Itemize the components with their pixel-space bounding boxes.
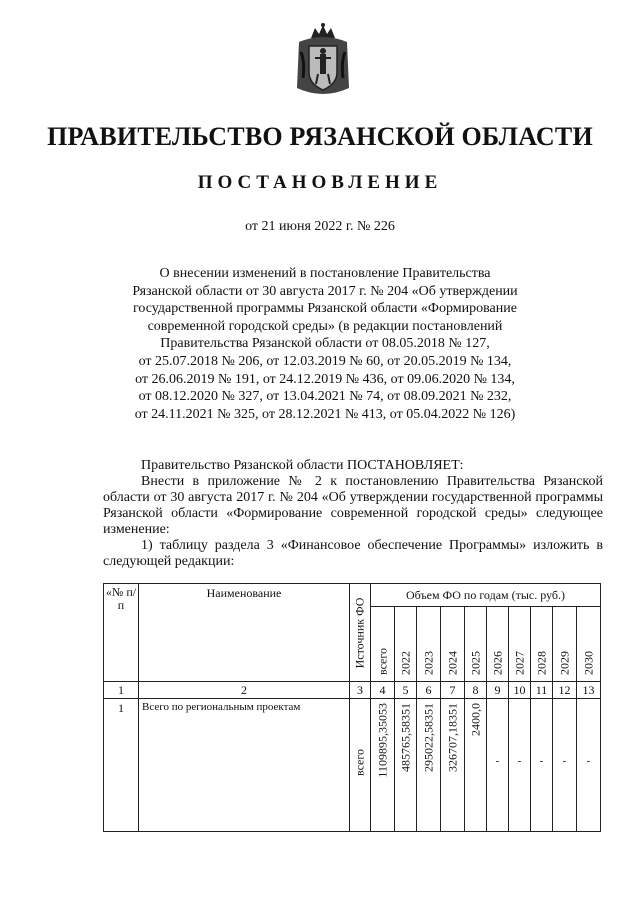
document-date: от 21 июня 2022 г. № 226 [245,219,395,234]
row-source-cell [350,699,371,832]
column-number: 2 [139,682,350,699]
header-year: 2030 [577,607,601,682]
header-year: 2025 [465,607,487,682]
decree-paragraph: Правительство Рязанской области ПОСТАНОВЛЯЕТ: [141,458,464,473]
row-value-cell [441,699,465,832]
row-value-2026: - [495,755,500,767]
row-value-cell [395,699,417,832]
header-year: 2026 [487,607,509,682]
row-value-cell [417,699,441,832]
column-number-row [104,682,601,699]
header-name: Наименование [139,584,350,682]
subject-line: Правительства Рязанской области от 08.05.2018 № 127, [160,336,490,352]
row-value-2025: 2400,0 [468,703,482,736]
column-number: 9 [487,682,509,699]
column-number: 8 [465,682,487,699]
subject-line: государственной программы Рязанской области «Формирование [133,301,517,317]
column-number: 11 [531,682,553,699]
row-value-cell [487,699,509,832]
item-paragraph: 1) таблицу раздела 3 «Финансовое обеспечение Программы» изложить в следующей редакции: [103,538,603,569]
row-value-cell [577,699,601,832]
row-value-2029: - [562,755,567,767]
subject-line: от 26.06.2019 № 191, от 24.12.2019 № 436, от 09.06.2020 № 134, [135,371,515,387]
document-type: ПОСТАНОВЛЕНИЕ [197,172,443,193]
row-value-2022: 485765,58351 [398,703,412,772]
column-number: 13 [577,682,601,699]
column-number: 1 [104,682,139,699]
amendment-paragraph: Внести в приложение № 2 к постановлению Правительства Рязанской области от 30 августа 2017 г. № 204 «Об утверждении государственной программы Рязанской области «Формирование современной городской среды» следующее изменение: [103,474,603,537]
column-number: 10 [509,682,531,699]
resolution-body [103,458,603,570]
row-value-2028: - [539,755,544,767]
subject-line: Рязанской области от 30 августа 2017 г. № 204 «Об утверждении [132,283,518,299]
header-year: 2027 [509,607,531,682]
column-number: 3 [350,682,371,699]
subject-line: от 25.07.2018 № 206, от 12.03.2019 № 60, от 20.05.2019 № 134, [138,353,512,369]
row-value-2023: 295022,58351 [421,703,435,772]
financing-table [103,583,601,832]
row-value-2024: 326707,18351 [445,703,459,772]
header-volume: Объем ФО по годам (тыс. руб.) [371,584,601,607]
row-value-cell [553,699,577,832]
row-number: 1 [104,699,139,832]
resolution-subject [80,265,570,423]
row-value-total: 1109895,35053 [375,703,389,778]
subject-line: О внесении изменений в постановление Правительства [159,266,491,281]
row-value-cell [371,699,395,832]
row-source: всего [352,749,367,777]
column-number: 7 [441,682,465,699]
header-source-cell [350,584,371,682]
row-value-2030: - [586,755,591,767]
government-title: ПРАВИТЕЛЬСТВО РЯЗАНСКОЙ ОБЛАСТИ [47,122,593,151]
column-number: 5 [395,682,417,699]
row-value-cell [465,699,487,832]
row-value-2027: - [517,755,522,767]
row-value-cell [509,699,531,832]
subject-line: от 24.11.2021 № 325, от 28.12.2021 № 413, от 05.04.2022 № 126) [134,406,516,422]
row-value-cell [531,699,553,832]
row-name: Всего по региональным проектам [139,699,350,832]
header-year: 2029 [553,607,577,682]
column-number: 12 [553,682,577,699]
subject-line: от 08.12.2020 № 327, от 13.04.2021 № 74, от 08.09.2021 № 232, [138,389,512,405]
header-number: «№ п/п [104,584,139,682]
header-year: всего [371,607,395,682]
column-number: 4 [371,682,395,699]
subject-line: современной городской среды» (в редакции постановлений [147,318,503,334]
header-year: 2024 [441,607,465,682]
header-year: 2023 [417,607,441,682]
ryazan-coat-of-arms-icon [293,22,353,100]
header-source: Источник ФО [352,597,367,668]
header-year: 2028 [531,607,553,682]
table-row [104,699,601,832]
header-year: 2022 [395,607,417,682]
column-number: 6 [417,682,441,699]
